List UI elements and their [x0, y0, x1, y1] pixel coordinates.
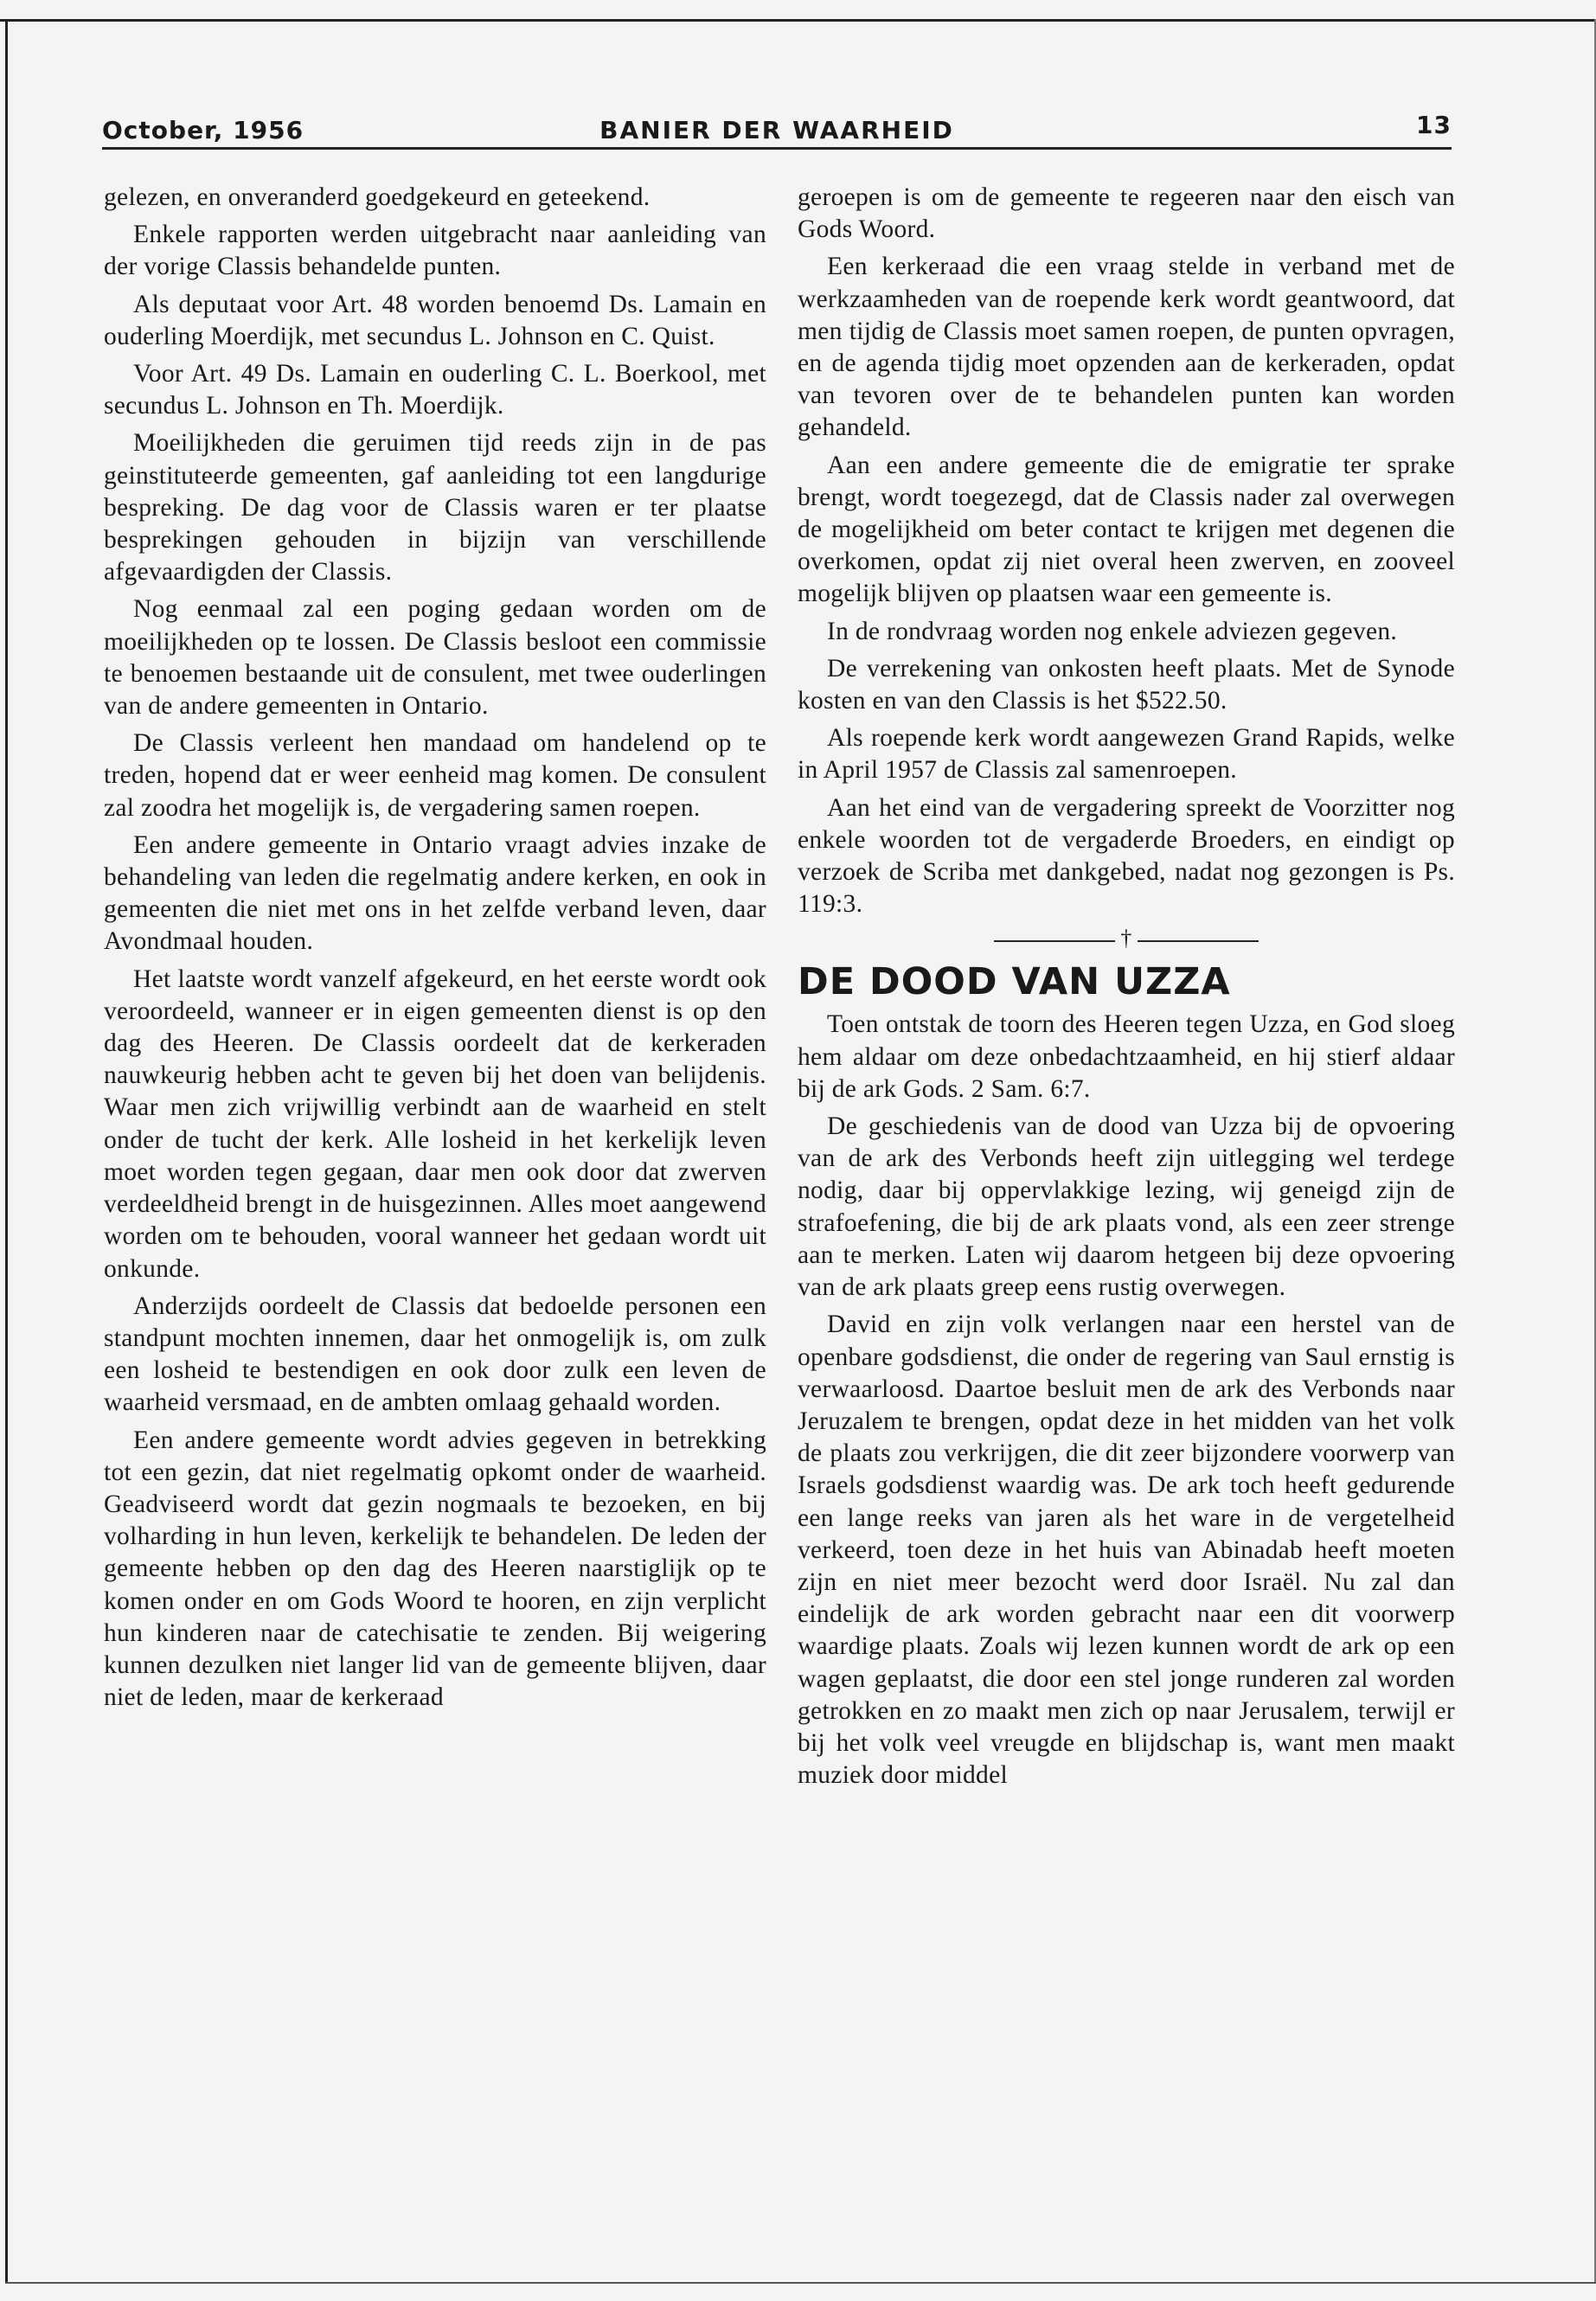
article-paragraph: Toen ontstak de toorn des Heeren tegen Uzza, en God sloeg hem aldaar om deze onbedachtzaamheid, en hij stierf aldaar bij de ark Gods. 2 Sam. 6:7. — [798, 1010, 1455, 1103]
paragraph: Nog eenmaal zal een poging gedaan worden om de moeilijkheden op te lossen. De Classis besloot een commissie te benoemen bestaande uit de consulent, met twee ouderlingen van de andere gemeenten in Ontario. — [104, 595, 766, 721]
header-date: October, 1956 — [102, 116, 304, 144]
left-column — [104, 182, 766, 1719]
right-column — [798, 182, 1455, 1797]
article-paragraph: De geschiedenis van de dood van Uzza bij de opvoering van de ark des Verbonds heeft zijn uitlegging wel terdege nodig, daar bij oppervlakkige lezing, wij geneigd zijn de strafoefening, die bij de ark plaats vond, als een zeer strenge aan te merken. Laten wij daarom hetgeen bij deze opvoering van de ark plaats greep eens rustig overwegen. — [798, 1112, 1455, 1302]
separator-line-left — [994, 940, 1115, 942]
paragraph: gelezen, en onveranderd goedgekeurd en geteekend. — [104, 183, 651, 211]
article-paragraph: David en zijn volk verlangen naar een herstel van de openbare godsdienst, die onder de regering van Saul ernstig is verwaarloosd. Daartoe besluit men de ark des Verbonds naar Jeruzalem te brengen, opdat deze in het midden van het volk de plaats zou verkrijgen, die dit zeer bijzondere voorwerp van Israels godsdienst waardig was. De ark toch heeft gedurende een lange reeks van jaren als het ware in de vergetelheid verkeerd, toen deze in het huis van Abinadab heeft moeten zijn en niet meer bezocht werd door Israël. Nu zal dan eindelijk de ark worden gebracht naar een dit voorwerp waardige plaats. Zoals wij lezen kunnen wordt de ark op een wagen geplaatst, die door een stel jonge runderen zal worden getrokken en zo maakt men zich op naar Jerusalem, terwijl er bij het volk veel vreugde en blijdschap is, want men maakt muziek door middel — [798, 1311, 1455, 1790]
header-page-number: 13 — [1416, 111, 1452, 139]
paragraph: Enkele rapporten werden uitgebracht naar aanleiding van der vorige Classis behandelde punten. — [104, 221, 766, 281]
paragraph: Een andere gemeente in Ontario vraagt advies inzake de behandeling van leden die regelmatig andere kerken, en ook in gemeenten die niet met ons in het zelfde verband leven, daar Avondmaal houden. — [104, 830, 766, 956]
section-separator — [798, 926, 1455, 952]
paragraph: Een andere gemeente wordt advies gegeven in betrekking tot een gezin, dat niet regelmatig opkomt onder de waarheid. Geadviseerd wordt dat gezin nogmaals te bezoeken, en bij volharding in hun leven, kerkelijk te behandelen. De leden der gemeente hebben op den dag des Heeren naarstiglijk op te komen onder en om Gods Woord te hooren, en zijn verplicht hun kinderen naar de catechisatie te zenden. Bij weigering kunnen dezulken niet langer lid van de gemeente blijven, daar niet de leden, maar de kerkeraad — [104, 1426, 766, 1712]
paragraph: Aan het eind van de vergadering spreekt de Voorzitter nog enkele woorden tot de vergaderde Broeders, en eindigt op verzoek de Scriba met dankgebed, nadat nog gezongen is Ps. 119:3. — [798, 793, 1455, 919]
page-border-bottom — [5, 2282, 1596, 2284]
paragraph: Anderzijds oordeelt de Classis dat bedoelde personen een standpunt mochten innemen, daar het onmogelijk is, om zulk een losheid te bestendigen en ook door zulk een leven de waarheid versmaad, en de ambten omlaag gehaald worden. — [104, 1292, 766, 1417]
paragraph: Als roepende kerk wordt aangewezen Grand Rapids, welke in April 1957 de Classis zal samenroepen. — [798, 724, 1455, 785]
paragraph: geroepen is om de gemeente te regeeren naar den eisch van Gods Woord. — [798, 183, 1455, 244]
cross-separator-icon: † — [1120, 926, 1132, 952]
paragraph: Voor Art. 49 Ds. Lamain en ouderling C. L. Boerkool, met secundus L. Johnson en Th. Moerdijk. — [104, 360, 766, 420]
header-rule — [102, 147, 1452, 150]
paragraph: In de rondvraag worden nog enkele adviezen gegeven. — [827, 617, 1398, 645]
article-title: DE DOOD VAN UZZA — [798, 960, 1231, 1004]
running-header — [102, 111, 1452, 145]
paragraph: Een kerkeraad die een vraag stelde in verband met de werkzaamheden van de roepende kerk wordt geantwoord, dat men tijdig de Classis moet samen roepen, de punten opvragen, en de agenda tijdig moet opzenden aan de kerkeraden, opdat van tevoren over de te behandelen punten kan worden gehandeld. — [798, 253, 1455, 442]
page-border-top — [0, 19, 1596, 22]
header-publication-title: BANIER DER WAARHEID — [599, 116, 954, 144]
paragraph: De verrekening van onkosten heeft plaats. Met de Synode kosten en van den Classis is het $522.50. — [798, 654, 1455, 715]
page-border-left — [5, 19, 8, 2284]
paragraph: Aan een andere gemeente die de emigratie ter sprake brengt, wordt toegezegd, dat de Classis nader zal overwegen de mogelijkheid om beter contact te krijgen met degenen die overkomen, opdat zij niet overal heen zwerven, en zooveel mogelijk blijven op plaatsen waar een gemeente is. — [798, 451, 1455, 608]
paragraph: De Classis verleent hen mandaad om handelend op te treden, hopend dat er weer eenheid mag komen. De consulent zal zoodra het mogelijk is, de vergadering samen roepen. — [104, 729, 766, 822]
paragraph: Als deputaat voor Art. 48 worden benoemd Ds. Lamain en ouderling Moerdijk, met secundus L. Johnson en C. Quist. — [104, 290, 766, 350]
paragraph: Het laatste wordt vanzelf afgekeurd, en het eerste wordt ook veroordeeld, wanneer er in eigen gemeenten dienst is op den dag des Heeren. De Classis oordeelt dat de kerkeraden nauwkeurig hebben acht te geven bij het doen van belijdenis. Waar men zich vrijwillig verbindt aan de waarheid en stelt onder de tucht der kerk. Alle losheid in het kerkelijk leven moet worden tegen gegaan, daar men ook door dat zwerven verdeeldheid brengt in de huisgezinnen. Alles moet aangewend worden om te behouden, vooral wanneer het gedaan wordt uit onkunde. — [104, 965, 766, 1283]
separator-line-right — [1138, 940, 1259, 942]
paragraph: Moeilijkheden die geruimen tijd reeds zijn in de pas geinstituteerde gemeenten, gaf aanleiding tot een langdurige bespreking. De dag voor de Classis waren er ter plaatse besprekingen gehouden in bijzijn van verschillende afgevaardigden der Classis. — [104, 429, 766, 586]
